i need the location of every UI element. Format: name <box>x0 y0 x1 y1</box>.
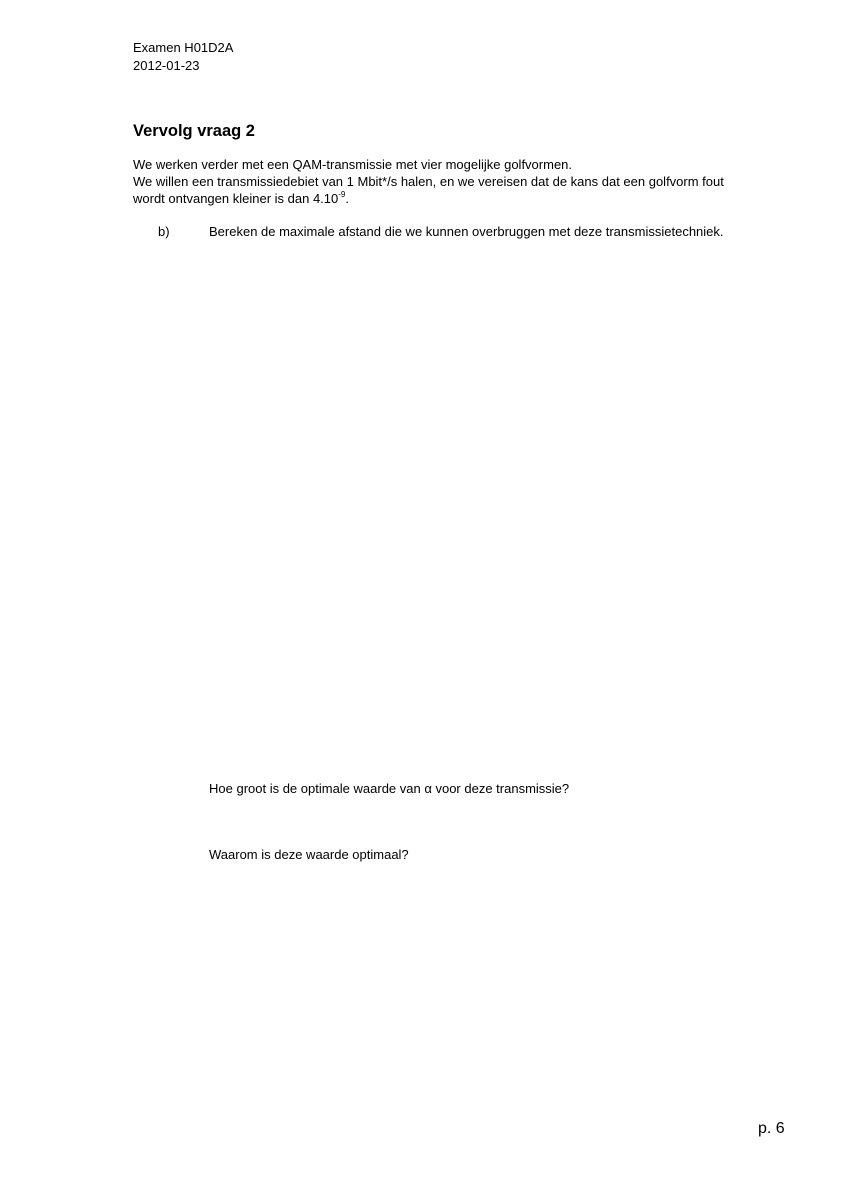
intro-line-3-end: . <box>345 191 349 206</box>
exam-code: Examen H01D2A <box>133 40 234 55</box>
exponent: -9 <box>338 189 346 199</box>
intro-line-3-text: wordt ontvangen kleiner is dan 4.10 <box>133 191 339 206</box>
intro-line-1: We werken verder met een QAM-transmissie met vier mogelijke golfvormen. <box>133 157 573 172</box>
question-b-text: Bereken de maximale afstand die we kunnen overbruggen met deze transmissietechniek. <box>209 224 724 239</box>
section-title: Vervolg vraag 2 <box>133 122 255 140</box>
why-question: Waarom is deze waarde optimaal? <box>209 847 409 862</box>
exam-date: 2012-01-23 <box>133 58 200 73</box>
question-b-label: b) <box>158 224 170 239</box>
alpha-question: Hoe groot is de optimale waarde van α voor deze transmissie? <box>209 781 570 796</box>
intro-line-2: We willen een transmissiedebiet van 1 Mbit*/s halen, en we vereisen dat de kans dat een golfvorm fout <box>133 174 724 189</box>
intro-line-3 <box>133 191 349 207</box>
page-number: p. 6 <box>758 1120 785 1137</box>
